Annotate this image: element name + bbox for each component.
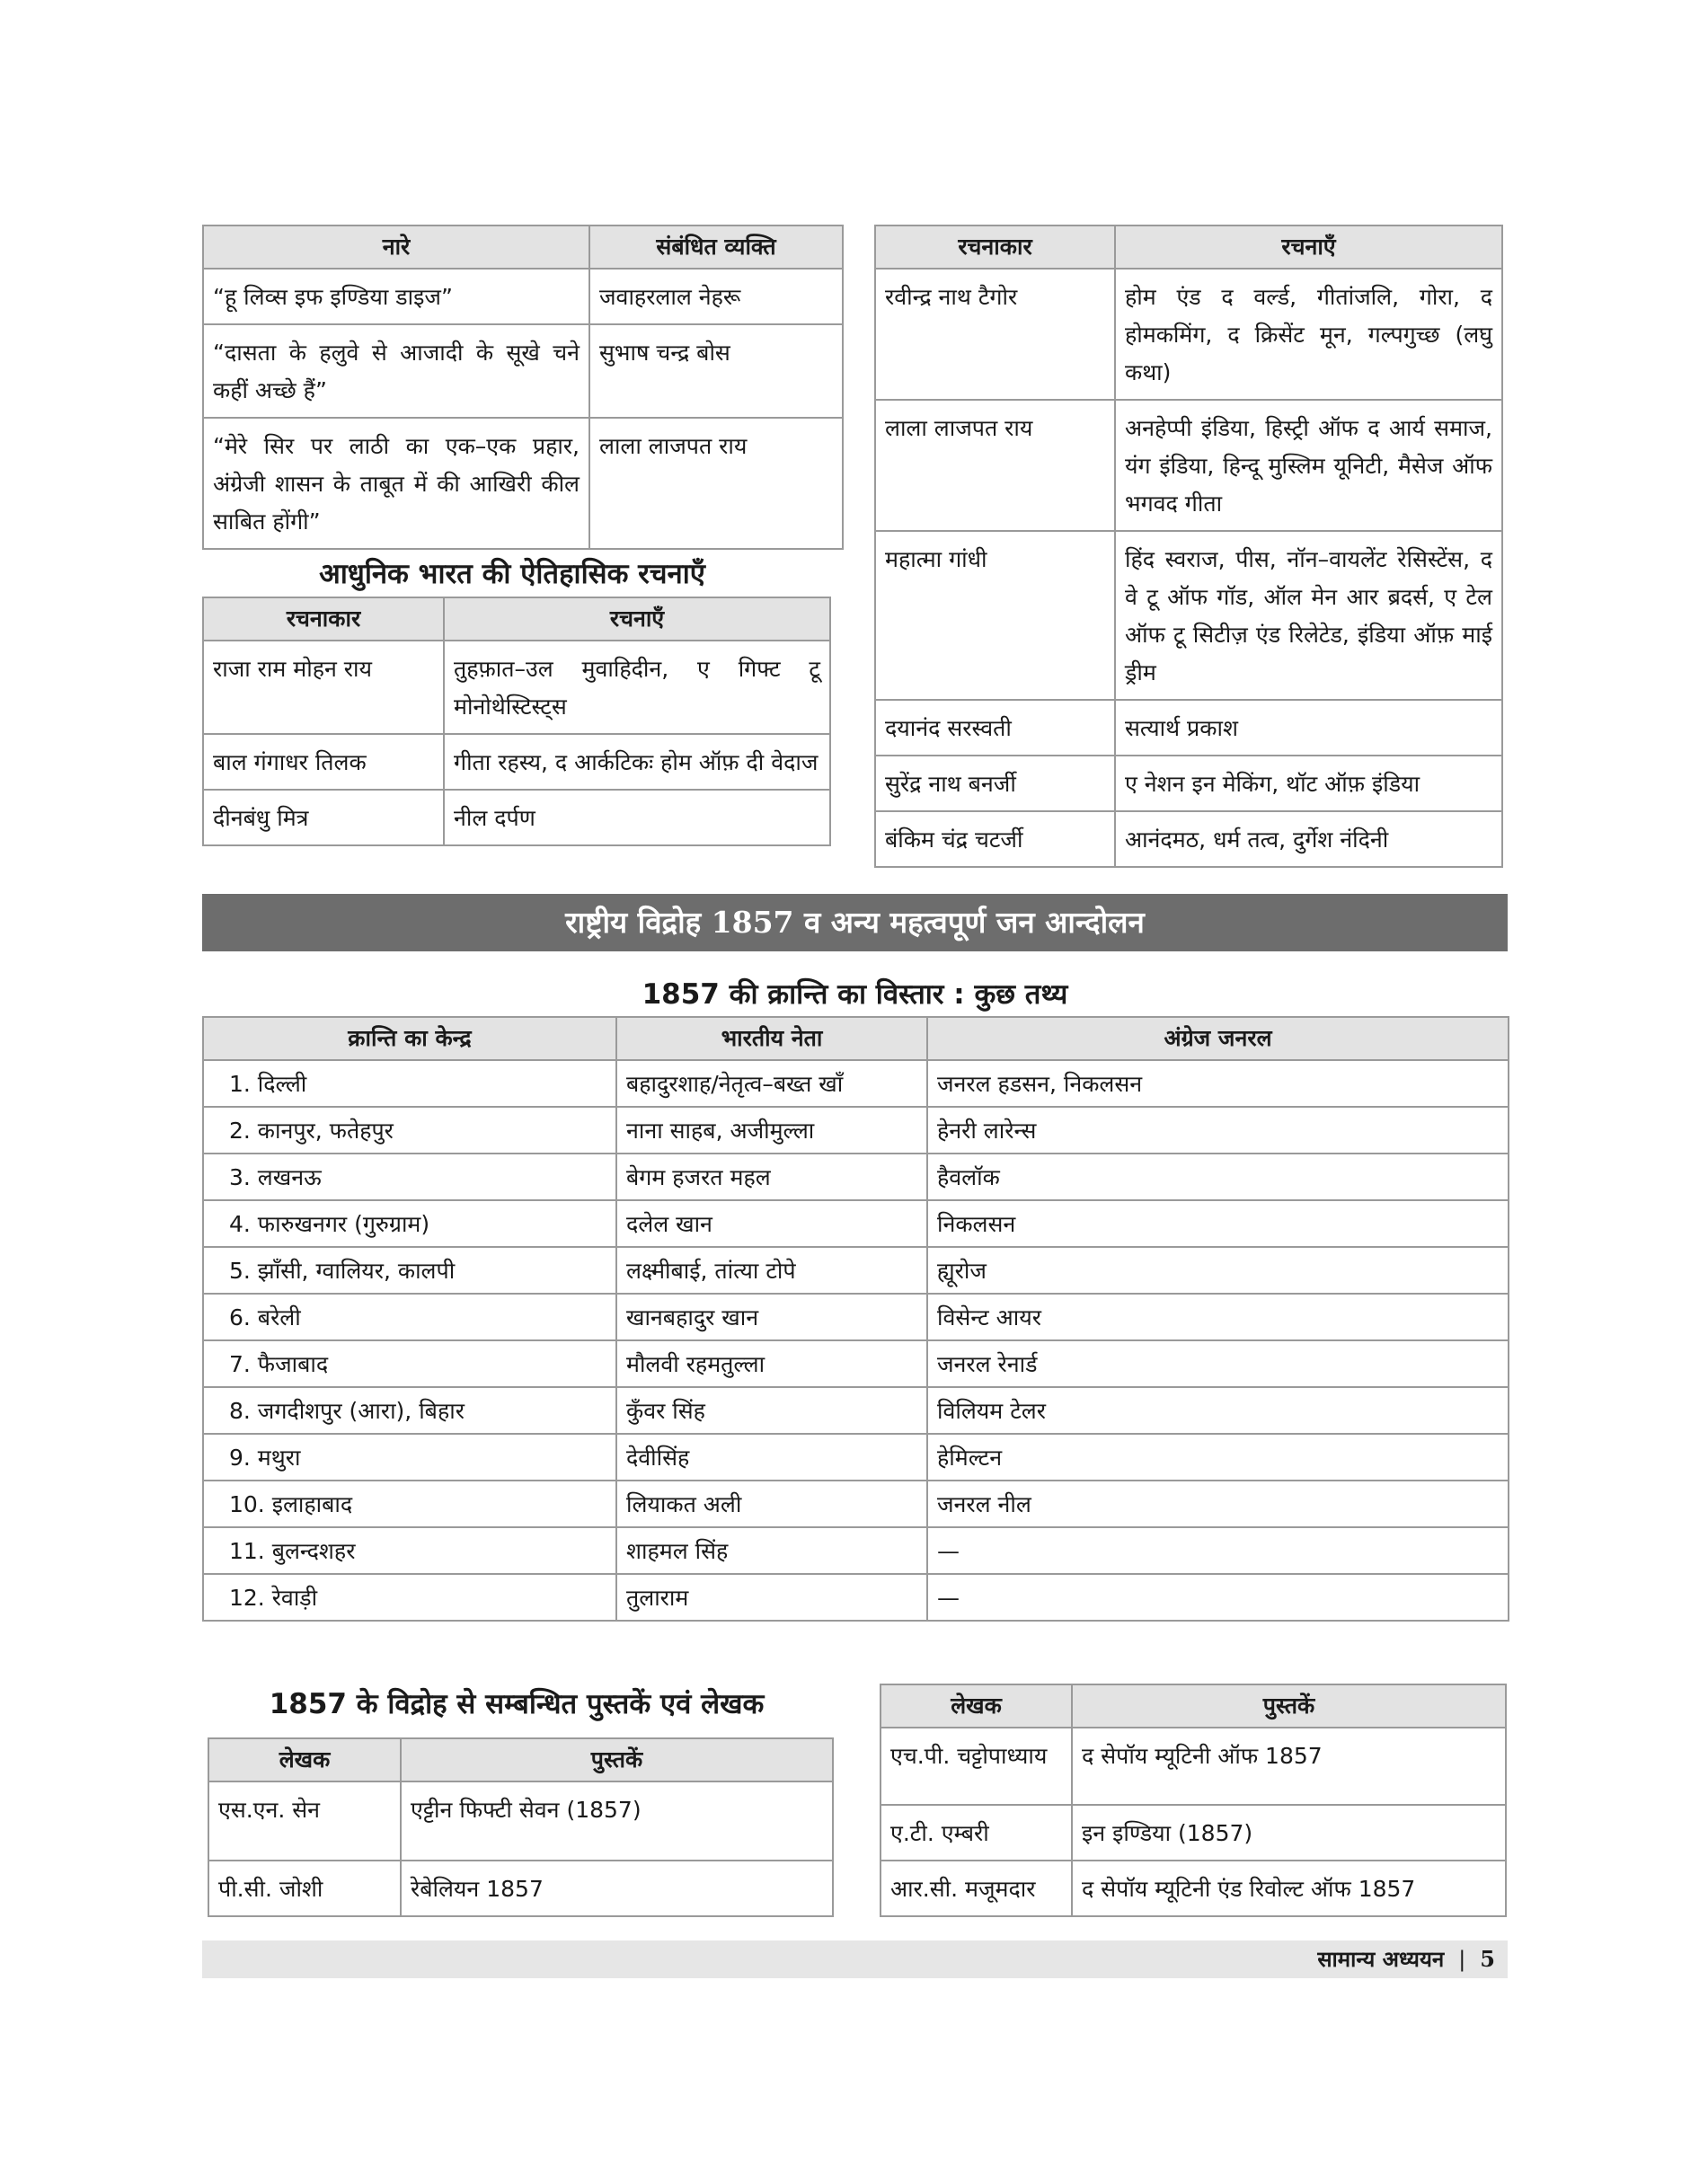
table-row	[875, 700, 1502, 756]
leader-cell: दलेल खान	[616, 1200, 927, 1247]
author-cell: राजा राम मोहन राय	[203, 641, 444, 734]
general-cell: हेनरी लारेन्स	[927, 1107, 1509, 1154]
header-books: पुस्तकें	[1072, 1684, 1506, 1728]
section-banner: राष्ट्रीय विद्रोह 1857 व अन्य महत्वपूर्ण जन आन्दोलन	[202, 894, 1508, 951]
table-row	[875, 531, 1502, 700]
centre-cell: 3. लखनऊ	[203, 1154, 616, 1200]
person-cell: सुभाष चन्द्र बोस	[589, 324, 843, 418]
table-row	[203, 1200, 1509, 1247]
table-row	[203, 790, 830, 845]
header-author: रचनाकार	[203, 597, 444, 641]
table-row	[203, 1294, 1509, 1340]
author-cell: बाल गंगाधर तिलक	[203, 734, 444, 790]
works-cell: हिंद स्वराज, पीस, नॉन–वायलेंट रेसिस्टेंस, द वे टू ऑफ गॉड, ऑल मेन आर ब्रदर्स, ए टेल ऑफ टू सिटीज़ एंड रिलेटेड, इंडिया ऑफ़ माई ड्रीम	[1115, 531, 1502, 700]
book-cell: रेबेलियन 1857	[401, 1861, 833, 1916]
leader-cell: लक्ष्मीबाई, तांत्या टोपे	[616, 1247, 927, 1294]
table-row	[203, 1247, 1509, 1294]
table-row	[203, 1154, 1509, 1200]
general-cell: विलियम टेलर	[927, 1387, 1509, 1434]
leader-cell: कुँवर सिंह	[616, 1387, 927, 1434]
table-row	[881, 1861, 1506, 1916]
table-row	[203, 418, 843, 549]
author-cell: एस.एन. सेन	[208, 1781, 401, 1861]
table-row	[875, 269, 1502, 400]
table-row	[203, 1060, 1509, 1107]
centre-cell: 6. बरेली	[203, 1294, 616, 1340]
centre-cell: 7. फैजाबाद	[203, 1340, 616, 1387]
author-cell: बंकिम चंद्र चटर्जी	[875, 811, 1115, 867]
author-cell: दयानंद सरस्वती	[875, 700, 1115, 756]
general-cell: विसेन्ट आयर	[927, 1294, 1509, 1340]
centre-cell: 12. रेवाड़ी	[203, 1574, 616, 1621]
header-author: लेखक	[881, 1684, 1072, 1728]
person-cell: जवाहरलाल नेहरू	[589, 269, 843, 324]
header-indian-leader: भारतीय नेता	[616, 1017, 927, 1060]
table-row	[203, 1574, 1509, 1621]
works-cell: तुहफ़ात–उल मुवाहिदीन, ए गिफ्ट टू मोनोथेस्टिस्ट्स	[444, 641, 830, 734]
centre-cell: 9. मथुरा	[203, 1434, 616, 1481]
general-cell: —	[927, 1527, 1509, 1574]
table-row	[203, 734, 830, 790]
header-works: रचनाएँ	[1115, 225, 1502, 269]
footer-separator: |	[1458, 1947, 1466, 1972]
works-cell: गीता रहस्य, द आर्कटिकः होम ऑफ़ दी वेदाज	[444, 734, 830, 790]
table-row	[203, 1340, 1509, 1387]
works-cell: ए नेशन इन मेकिंग, थॉट ऑफ़ इंडिया	[1115, 756, 1502, 811]
header-books: पुस्तकें	[401, 1738, 833, 1781]
author-cell: लाला लाजपत राय	[875, 400, 1115, 531]
leader-cell: खानबहादुर खान	[616, 1294, 927, 1340]
author-cell: दीनबंधु मित्र	[203, 790, 444, 845]
book-cell: एट्टीन फिफ्टी सेवन (1857)	[401, 1781, 833, 1861]
general-cell: हैवलॉक	[927, 1154, 1509, 1200]
author-cell: पी.सी. जोशी	[208, 1861, 401, 1916]
leader-cell: नाना साहब, अजीमुल्ला	[616, 1107, 927, 1154]
works-cell: नील दर्पण	[444, 790, 830, 845]
slogan-cell: “दासता के हलुवे से आजादी के सूखे चने कहीं अच्छे हैं”	[203, 324, 589, 418]
author-cell: सुरेंद्र नाथ बनर्जी	[875, 756, 1115, 811]
author-cell: ए.टी. एम्बरी	[881, 1805, 1072, 1861]
table-row	[203, 1481, 1509, 1527]
header-centre: क्रान्ति का केन्द्र	[203, 1017, 616, 1060]
leader-cell: तुलाराम	[616, 1574, 927, 1621]
centre-cell: 8. जगदीशपुर (आरा), बिहार	[203, 1387, 616, 1434]
header-author: लेखक	[208, 1738, 401, 1781]
books-left-table	[208, 1737, 834, 1917]
book-cell: द सेपॉय म्यूटिनी ऑफ 1857	[1072, 1728, 1506, 1805]
page-number: 5	[1480, 1946, 1495, 1972]
centre-cell: 4. फारुखनगर (गुरुग्राम)	[203, 1200, 616, 1247]
table-row	[875, 811, 1502, 867]
books-right-table	[880, 1684, 1507, 1917]
works-cell: सत्यार्थ प्रकाश	[1115, 700, 1502, 756]
author-cell: एच.पी. चट्टोपाध्याय	[881, 1728, 1072, 1805]
modern-works-table	[202, 597, 831, 846]
table-row	[203, 1527, 1509, 1574]
author-cell: महात्मा गांधी	[875, 531, 1115, 700]
revolt-table-title: 1857 की क्रान्ति का विस्तार : कुछ तथ्य	[642, 978, 1068, 1011]
leader-cell: मौलवी रहमतुल्ला	[616, 1340, 927, 1387]
table-row	[881, 1805, 1506, 1861]
table-row	[203, 1387, 1509, 1434]
footer-subject: सामान्य अध्ययन	[1317, 1947, 1445, 1972]
table-row	[208, 1781, 833, 1861]
revolt-table	[202, 1016, 1509, 1622]
table-row	[875, 756, 1502, 811]
header-slogans: नारे	[203, 225, 589, 269]
header-author: रचनाकार	[875, 225, 1115, 269]
works-cell: अनहेप्पी इंडिया, हिस्ट्री ऑफ द आर्य समाज, यंग इंडिया, हिन्दू मुस्लिम यूनिटी, मैसेज ऑफ भगवद गीता	[1115, 400, 1502, 531]
table-row	[203, 1434, 1509, 1481]
table-row	[203, 641, 830, 734]
table-row	[203, 324, 843, 418]
book-cell: द सेपॉय म्यूटिनी एंड रिवोल्ट ऑफ 1857	[1072, 1861, 1506, 1916]
general-cell: हेमिल्टन	[927, 1434, 1509, 1481]
book-cell: इन इण्डिया (1857)	[1072, 1805, 1506, 1861]
person-cell: लाला लाजपत राय	[589, 418, 843, 549]
header-works: रचनाएँ	[444, 597, 830, 641]
centre-cell: 2. कानपुर, फतेहपुर	[203, 1107, 616, 1154]
centre-cell: 1. दिल्ली	[203, 1060, 616, 1107]
leader-cell: देवीसिंह	[616, 1434, 927, 1481]
general-cell: जनरल रेनार्ड	[927, 1340, 1509, 1387]
leader-cell: बेगम हजरत महल	[616, 1154, 927, 1200]
table-row	[875, 400, 1502, 531]
slogan-cell: “मेरे सिर पर लाठी का एक–एक प्रहार, अंग्रेजी शासन के ताबूत में की आखिरी कील साबित होंगी”	[203, 418, 589, 549]
works-cell: होम एंड द वर्ल्ड, गीतांजलि, गोरा, द होमकमिंग, द क्रिसेंट मून, गल्पगुच्छ (लघु कथा)	[1115, 269, 1502, 400]
centre-cell: 11. बुलन्दशहर	[203, 1527, 616, 1574]
centre-cell: 10. इलाहाबाद	[203, 1481, 616, 1527]
author-cell: रवीन्द्र नाथ टैगोर	[875, 269, 1115, 400]
table-row	[881, 1728, 1506, 1805]
header-related-person: संबंधित व्यक्ति	[589, 225, 843, 269]
page-footer	[202, 1940, 1508, 1978]
slogan-cell: “हू लिव्स इफ इण्डिया डाइज”	[203, 269, 589, 324]
leader-cell: शाहमल सिंह	[616, 1527, 927, 1574]
table-row	[203, 1107, 1509, 1154]
general-cell: ह्यूरोज	[927, 1247, 1509, 1294]
general-cell: —	[927, 1574, 1509, 1621]
general-cell: जनरल नील	[927, 1481, 1509, 1527]
general-cell: निकलसन	[927, 1200, 1509, 1247]
works-cell: आनंदमठ, धर्म तत्व, दुर्गेश नंदिनी	[1115, 811, 1502, 867]
books-title: 1857 के विद्रोह से सम्बन्धित पुस्तकें एवं लेखक	[269, 1688, 765, 1720]
table-row	[203, 269, 843, 324]
modern-works-title: आधुनिक भारत की ऐतिहासिक रचनाएँ	[319, 558, 705, 590]
table-row	[208, 1861, 833, 1916]
slogans-table	[202, 225, 844, 550]
leader-cell: लियाकत अली	[616, 1481, 927, 1527]
general-cell: जनरल हडसन, निकलसन	[927, 1060, 1509, 1107]
centre-cell: 5. झाँसी, ग्वालियर, कालपी	[203, 1247, 616, 1294]
authors-works-table	[874, 225, 1503, 868]
leader-cell: बहादुरशाह/नेतृत्व–बख्त खाँ	[616, 1060, 927, 1107]
author-cell: आर.सी. मजूमदार	[881, 1861, 1072, 1916]
header-british-general: अंग्रेज जनरल	[927, 1017, 1509, 1060]
